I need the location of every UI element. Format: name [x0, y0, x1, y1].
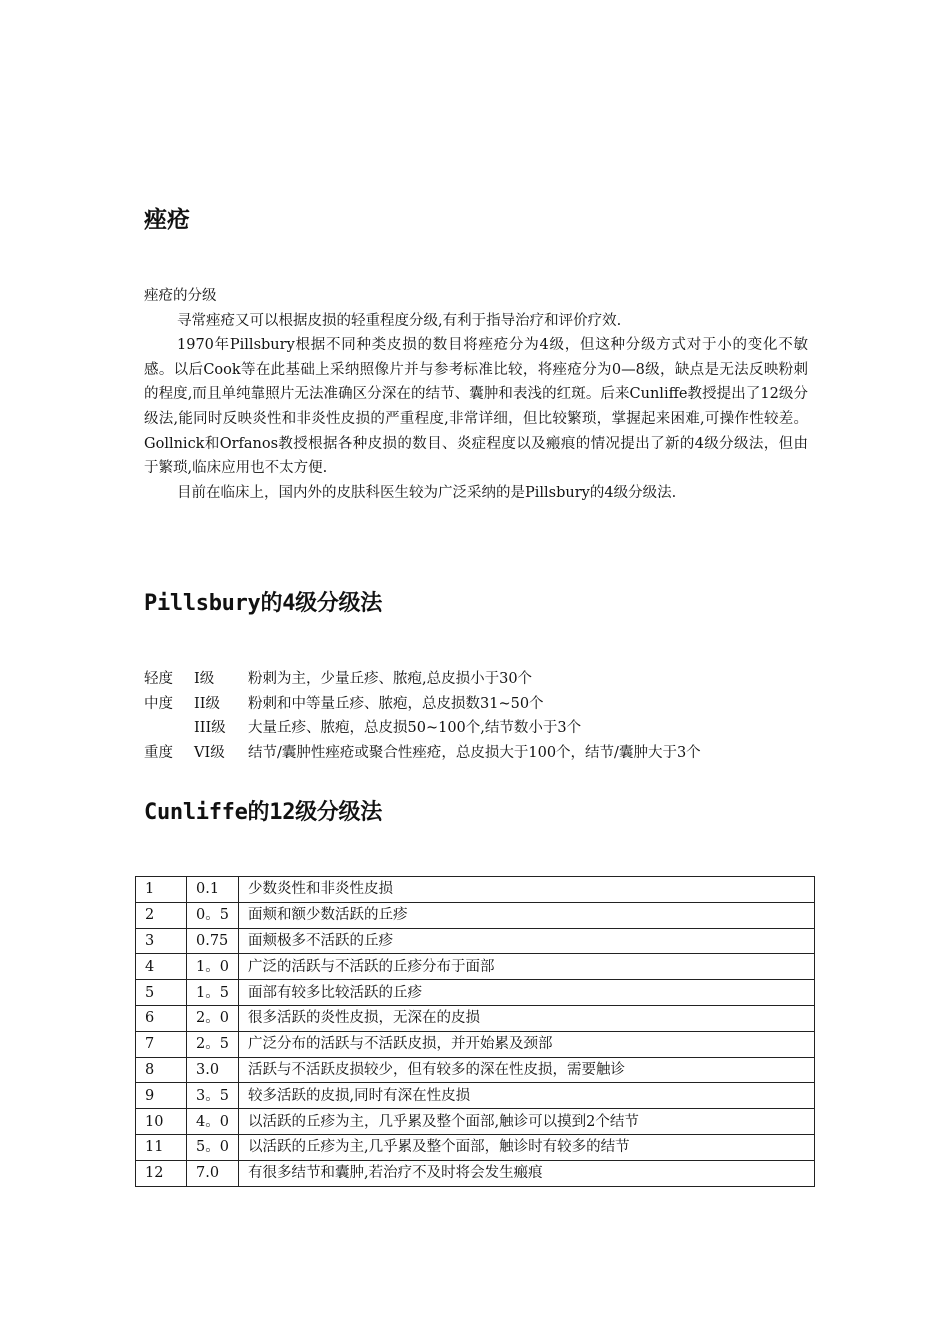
description-cell: 面颊极多不活跃的丘疹	[239, 928, 815, 954]
grade-cell: 12	[136, 1160, 187, 1186]
score-cell: 7.0	[187, 1160, 239, 1186]
table-row	[136, 1031, 815, 1057]
section-subtitle: 痤疮的分级	[144, 288, 217, 304]
table-row	[136, 877, 815, 903]
score-cell: 0.75	[187, 928, 239, 954]
page-title: 痤疮	[144, 207, 190, 233]
table-row	[136, 1134, 815, 1160]
paragraph-intro: 寻常痤疮又可以根据皮损的轻重程度分级,有利于指导治疗和评价疗效.	[177, 312, 622, 329]
table-row	[136, 980, 815, 1006]
table-row	[136, 1083, 815, 1109]
grade-cell: 3	[136, 928, 187, 954]
grade-severity: 轻度	[144, 671, 173, 687]
grade-severity	[144, 716, 194, 741]
paragraph-history: 1970年Pillsbury根据不同种类皮损的数目将痤疮分为4级，但这种分级方式对于小的变化不敏感。以后Cook等在此基础上采纳照像片并与参考标准比较，将痤疮分为0—8级，缺点是无法反映粉刺的程度,而且单纯靠照片无法准确区分深在的结节、囊肿和表浅的红斑。后来Cunliffe教授提出了12级分级法,能同时反映炎性和非炎性皮损的严重程度,非常详细，但比较繁琐，掌握起来困难,可操作性较差。Gollnick和Orfanos教授根据各种皮损的数目、炎症程度以及瘢痕的情况提出了新的4级分级法，但由于繁琐,临床应用也不太方便.	[144, 337, 808, 477]
grade-description: 粉刺和中等量丘疹、脓疱，总皮损数31~50个	[248, 695, 544, 712]
table-row	[136, 1160, 815, 1186]
description-cell: 面部有较多比较活跃的丘疹	[239, 980, 815, 1006]
grade-cell: 2	[136, 902, 187, 928]
description-cell: 广泛的活跃与不活跃的丘疹分布于面部	[239, 954, 815, 980]
score-cell: 3.0	[187, 1057, 239, 1083]
score-cell: 5。0	[187, 1134, 239, 1160]
grade-cell: 11	[136, 1134, 187, 1160]
grade-description: 结节/囊肿性痤疮或聚合性痤疮，总皮损大于100个，结节/囊肿大于3个	[248, 744, 701, 761]
description-cell: 面颊和额少数活跃的丘疹	[239, 902, 815, 928]
grade-description: 粉刺为主，少量丘疹、脓疱,总皮损小于30个	[248, 671, 533, 687]
score-cell: 3。5	[187, 1083, 239, 1109]
table-row	[136, 1005, 815, 1031]
score-cell: 0.1	[187, 877, 239, 903]
description-cell: 广泛分布的活跃与不活跃皮损，并开始累及颈部	[239, 1031, 815, 1057]
grade-cell: 5	[136, 980, 187, 1006]
description-cell: 以活跃的丘疹为主，几乎累及整个面部,触诊可以摸到2个结节	[239, 1109, 815, 1135]
description-cell: 少数炎性和非炎性皮损	[239, 877, 815, 903]
description-cell: 很多活跃的炎性皮损，无深在的皮损	[239, 1005, 815, 1031]
pillsbury-heading: Pillsbury的4级分级法	[144, 591, 382, 616]
grade-cell: 9	[136, 1083, 187, 1109]
grading-section	[144, 284, 808, 505]
grade-cell: 4	[136, 954, 187, 980]
description-cell: 有很多结节和囊肿,若治疗不及时将会发生瘢痕	[239, 1160, 815, 1186]
score-cell: 0。5	[187, 902, 239, 928]
score-cell: 2。0	[187, 1005, 239, 1031]
table-row	[136, 1057, 815, 1083]
grade-cell: 10	[136, 1109, 187, 1135]
score-cell: 4。0	[187, 1109, 239, 1135]
grade-level: I级	[194, 671, 215, 687]
grade-cell: 7	[136, 1031, 187, 1057]
table-row	[136, 928, 815, 954]
score-cell: 1。5	[187, 980, 239, 1006]
grade-row	[144, 716, 701, 741]
grade-level: III级	[194, 720, 226, 737]
grade-row	[144, 692, 701, 717]
description-cell: 活跃与不活跃皮损较少，但有较多的深在性皮损，需要触诊	[239, 1057, 815, 1083]
grade-row	[144, 741, 701, 766]
description-cell: 较多活跃的皮损,同时有深在性皮损	[239, 1083, 815, 1109]
score-cell: 1。0	[187, 954, 239, 980]
grade-level: II级	[194, 695, 220, 712]
grade-severity: 中度	[144, 695, 173, 712]
cunliffe-heading: Cunliffe的12级分级法	[144, 800, 382, 825]
table-row	[136, 902, 815, 928]
description-cell: 以活跃的丘疹为主,几乎累及整个面部，触诊时有较多的结节	[239, 1134, 815, 1160]
score-cell: 2。5	[187, 1031, 239, 1057]
grade-description: 大量丘疹、脓疱，总皮损50~100个,结节数小于3个	[248, 720, 582, 737]
pillsbury-grade-list	[144, 667, 701, 765]
grade-cell: 6	[136, 1005, 187, 1031]
paragraph-current: 目前在临床上，国内外的皮肤科医生较为广泛采纳的是Pillsbury的4级分级法.	[177, 484, 677, 501]
grade-cell: 1	[136, 877, 187, 903]
table-row	[136, 954, 815, 980]
grade-row	[144, 667, 701, 692]
table-row	[136, 1109, 815, 1135]
grade-level: VI级	[194, 744, 225, 761]
cunliffe-grade-table	[135, 876, 815, 1187]
grade-severity: 重度	[144, 744, 173, 761]
grade-cell: 8	[136, 1057, 187, 1083]
